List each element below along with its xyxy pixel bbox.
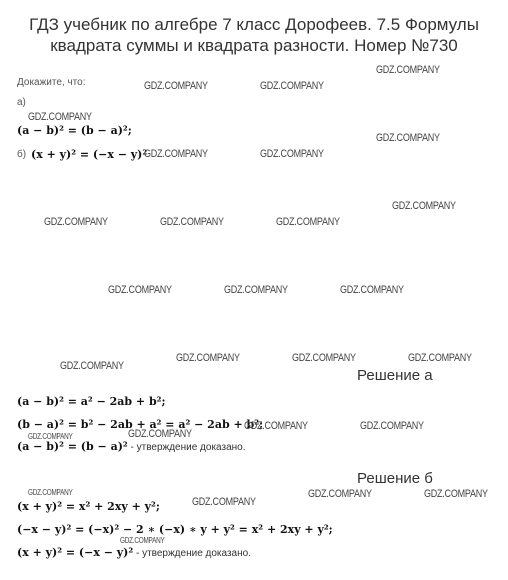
solution-b-line-2: (−x − y)² = (−x)² − 2 ∗ (−x) ∗ y + y² = x² + 2xy + y²;: [17, 523, 333, 536]
solution-a-conclusion-formula: (a − b)² = (b − a)²: [17, 440, 128, 453]
solution-b-conclusion-formula: (x + y)² = (−x − y)²: [17, 546, 134, 559]
watermark: GDZ.COMPANY: [28, 432, 73, 441]
watermark: GDZ.COMPANY: [392, 200, 456, 212]
task-b-formula: (x + y)² = (−x − y)²: [31, 148, 148, 161]
watermark: GDZ.COMPANY: [408, 352, 472, 364]
watermark: GDZ.COMPANY: [176, 352, 240, 364]
solution-a-line-1: (a − b)² = a² − 2ab + b²;: [17, 395, 166, 408]
solution-b-heading: Решение б: [357, 470, 433, 487]
watermark: GDZ.COMPANY: [340, 284, 404, 296]
watermark: GDZ.COMPANY: [260, 80, 324, 92]
task-b-label: б): [17, 149, 27, 160]
watermark: GDZ.COMPANY: [28, 488, 73, 497]
watermark: GDZ.COMPANY: [308, 488, 372, 500]
watermark: GDZ.COMPANY: [276, 216, 340, 228]
solution-b-conclusion-note: - утверждение доказано.: [133, 548, 251, 559]
watermark: GDZ.COMPANY: [44, 216, 108, 228]
task-a-label: а): [17, 97, 26, 108]
watermark: GDZ.COMPANY: [144, 80, 208, 92]
watermark: GDZ.COMPANY: [108, 284, 172, 296]
watermark: GDZ.COMPANY: [224, 284, 288, 296]
watermark: GDZ.COMPANY: [360, 420, 424, 432]
watermark: GDZ.COMPANY: [128, 428, 192, 440]
solution-b-line-3: [17, 546, 251, 559]
solution-b-line-1: (x + y)² = x² + 2xy + y²;: [17, 500, 160, 513]
solution-a-line-2: (b − a)² = b² − 2ab + a² = a² − 2ab + b²;: [17, 418, 264, 431]
watermark: GDZ.COMPANY: [424, 488, 488, 500]
watermark: GDZ.COMPANY: [292, 352, 356, 364]
solution-a-heading: Решение а: [357, 367, 433, 384]
watermark: GDZ.COMPANY: [28, 111, 92, 123]
task-prompt: Докажите, что:: [17, 77, 86, 88]
watermark: GDZ.COMPANY: [244, 420, 308, 432]
title-line-1: ГДЗ учебник по алгебре 7 класс Дорофеев. 7.5 Формулы: [29, 15, 479, 34]
watermark: GDZ.COMPANY: [144, 148, 208, 160]
solution-a-conclusion-note: - утверждение доказано.: [127, 442, 246, 453]
watermark: GDZ.COMPANY: [260, 148, 324, 160]
watermark: GDZ.COMPANY: [60, 360, 124, 372]
watermark: GDZ.COMPANY: [376, 64, 440, 76]
title-line-2: квадрата суммы и квадрата разности. Номер №730: [50, 36, 458, 55]
watermark: GDZ.COMPANY: [160, 216, 224, 228]
solution-a-line-3: [17, 440, 246, 453]
watermark: GDZ.COMPANY: [192, 496, 256, 508]
page-title: [0, 14, 508, 56]
watermark: GDZ.COMPANY: [376, 132, 440, 144]
watermark: GDZ.COMPANY: [120, 536, 165, 545]
task-a-formula: (a − b)² = (b − a)²;: [17, 124, 132, 137]
